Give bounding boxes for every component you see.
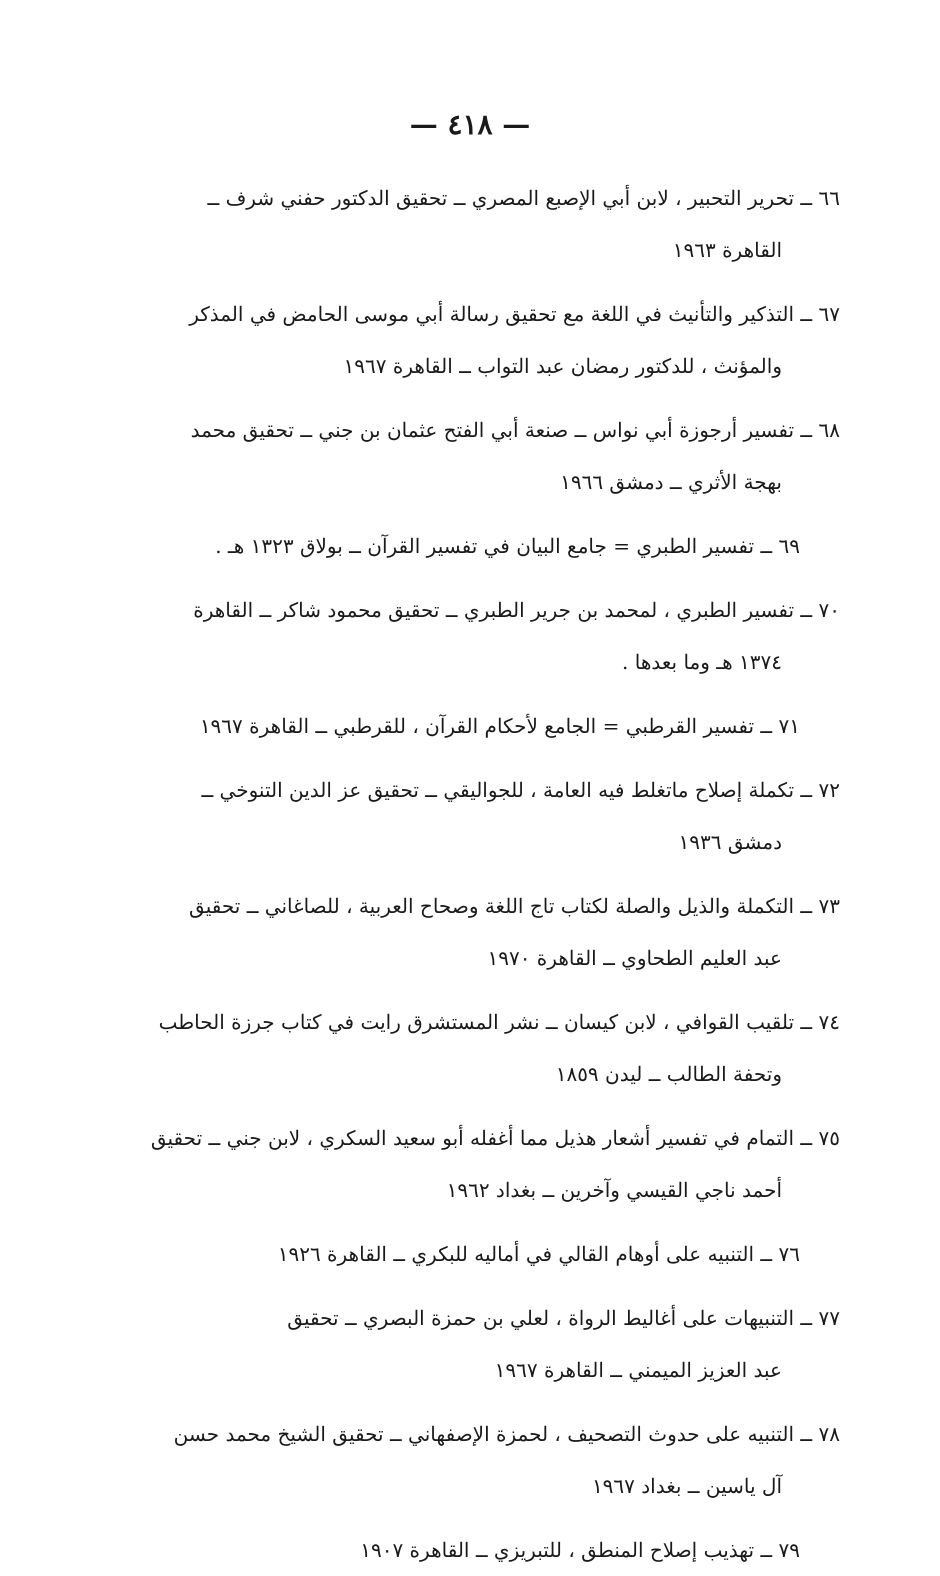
entry-line: آل ياسين ــ بغداد ١٩٦٧: [591, 1474, 782, 1498]
bibliography-entry-74: [140, 996, 840, 1100]
bibliography-entry-76: [140, 1228, 840, 1280]
entry-line: والمؤنث ، للدكتور رمضان عبد التواب ــ القاهرة ١٩٦٧: [343, 354, 782, 378]
entry-line: عبد العزيز الميمني ــ القاهرة ١٩٦٧: [494, 1358, 782, 1382]
entry-line: أحمد ناجي القيسي وآخرين ــ بغداد ١٩٦٢: [446, 1178, 782, 1202]
bibliography-entry-66: [140, 172, 840, 276]
bibliography-entry-69: [140, 520, 840, 572]
bibliography-entry-70: [140, 584, 840, 688]
entry-line: ٧٨ ــ التنبيه على حدوث التصحيف ، لحمزة الإصفهاني ــ تحقيق الشيخ محمد حسن: [173, 1422, 840, 1446]
entry-line: ٧١ ــ تفسير القرطبي = الجامع لأحكام القرآن ، للقرطبي ــ القاهرة ١٩٦٧: [199, 714, 800, 738]
entry-line: ٧٥ ــ التمام في تفسير أشعار هذيل مما أغفله أبو سعيد السكري ، لابن جني ــ تحقيق: [150, 1126, 840, 1150]
bibliography-entry-67: [140, 288, 840, 392]
entry-line: ٧٠ ــ تفسير الطبري ، لمحمد بن جرير الطبري ــ تحقيق محمود شاكر ــ القاهرة: [193, 598, 840, 622]
entry-line: ٦٩ ــ تفسير الطبري = جامع البيان في تفسير القرآن ــ بولاق ١٣٢٣ هـ .: [215, 534, 800, 558]
bibliography-entry-75: [140, 1112, 840, 1216]
entry-line: ٧٩ ــ تهذيب إصلاح المنطق ، للتبريزي ــ القاهرة ١٩٠٧: [360, 1538, 800, 1562]
entry-line: ٦٨ ــ تفسير أرجوزة أبي نواس ــ صنعة أبي الفتح عثمان بن جني ــ تحقيق محمد: [190, 418, 840, 442]
entry-line: ١٣٧٤ هـ وما بعدها .: [622, 650, 782, 674]
entry-line: ٧٢ ــ تكملة إصلاح ماتغلط فيه العامة ، للجواليقي ــ تحقيق عز الدين التنوخي ــ: [201, 778, 840, 802]
entry-line: ٧٤ ــ تلقيب القوافي ، لابن كيسان ــ نشر المستشرق رايت في كتاب جرزة الحاطب: [158, 1010, 840, 1034]
entry-line: دمشق ١٩٣٦: [678, 830, 782, 854]
bibliography-entry-77: [140, 1292, 840, 1396]
bibliography-entry-78: [140, 1408, 840, 1512]
entry-line: وتحفة الطالب ــ ليدن ١٨٥٩: [555, 1062, 782, 1086]
entry-line: ٦٦ ــ تحرير التحبير ، لابن أبي الإصبع المصري ــ تحقيق الدكتور حفني شرف ــ: [207, 186, 840, 210]
entry-line: ٧٦ ــ التنبيه على أوهام القالي في أماليه للبكري ــ القاهرة ١٩٢٦: [277, 1242, 800, 1266]
entry-line: ٧٣ ــ التكملة والذيل والصلة لكتاب تاج اللغة وصحاح العربية ، للصاغاني ــ تحقيق: [189, 894, 840, 918]
entry-line: ٦٧ ــ التذكير والتأنيث في اللغة مع تحقيق رسالة أبي موسى الحامض في المذكر: [189, 302, 840, 326]
bibliography-entry-72: [140, 764, 840, 868]
entry-line: عبد العليم الطحاوي ــ القاهرة ١٩٧٠: [487, 946, 782, 970]
page-number: — ٤١٨ —: [409, 108, 531, 141]
entry-line: ٧٧ ــ التنبيهات على أغاليط الرواة ، لعلي بن حمزة البصري ــ تحقيق: [287, 1306, 840, 1330]
bibliography-entry-68: [140, 404, 840, 508]
entry-line: القاهرة ١٩٦٣: [672, 238, 782, 262]
bibliography-entry-73: [140, 880, 840, 984]
bibliography-entry-79: [140, 1524, 840, 1576]
bibliography-entry-71: [140, 700, 840, 752]
bibliography-list: [140, 172, 840, 1576]
entry-line: بهجة الأثري ــ دمشق ١٩٦٦: [560, 470, 782, 494]
